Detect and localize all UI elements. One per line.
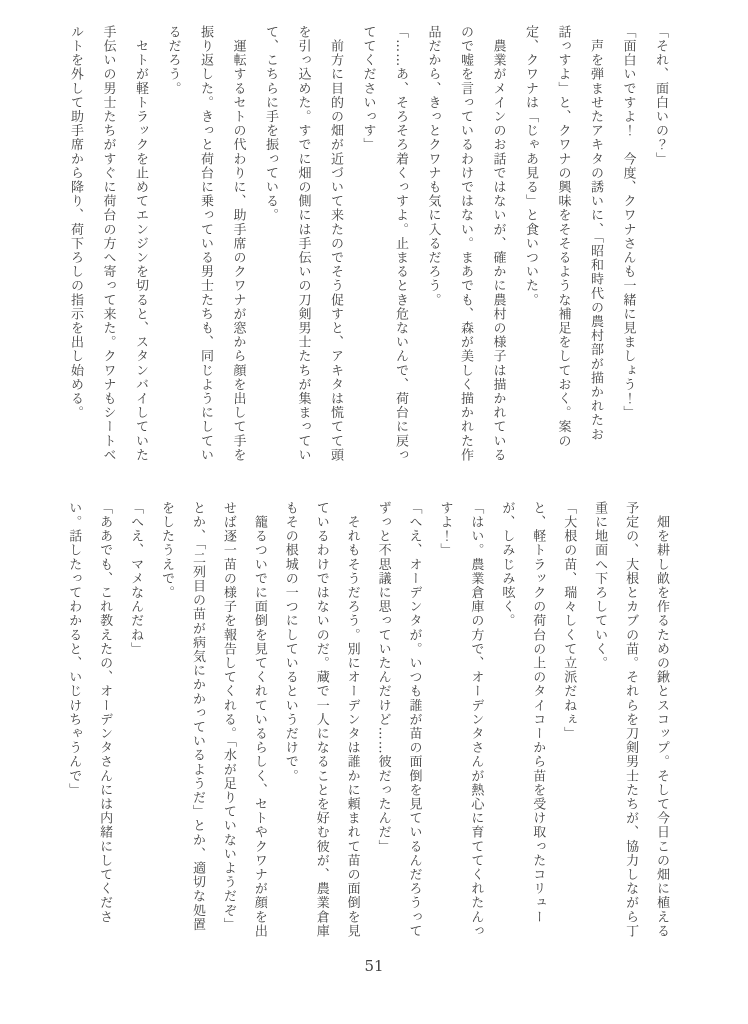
text-section-bottom xyxy=(57,501,676,943)
paragraph: 声を弾ませたアキタの誘いに、「昭和時代の農村部が描かれたお話っすよ」と、クワナの興味をそそるような補足をしておく。案の定、クワナは「じゃあ見る」と食いついた。 xyxy=(523,25,603,448)
paragraph: 運転するセトの代わりに、助手席のクワナが窓から顔を出して手を振り返した。きっと荷台に乗っている男士たちも、同じようにしているだろう。 xyxy=(165,25,246,463)
paragraph: セトが軽トラックを止めてエンジンを切ると、スタンバイしていた手伝いの男士たちがすぐに荷台の方へ寄って来た。クワナもシートベルトを外して助手席から降り、荷下ろしの指示を出し始める。 xyxy=(68,25,148,463)
paragraph: 農業がメインのお話ではないが、確かに農村の様子は描かれているので嘘を言っているわけではない。まあでも、森が美しく描かれた作品だから、きっとクワナも気に入るだろう。 xyxy=(425,25,506,463)
paragraph: 「……あ、そろそろ着くっすよ。止まるとき危ないんで、荷台に戻っててくださいっす」 xyxy=(360,25,408,463)
paragraph: 畑を耕し畝を作るための鍬とスコップ。そして今日この畑に植える予定の、大根とカブの苗。それらを刀剣男士たちが、協力しながら丁重に地面へ下ろしていく。 xyxy=(592,501,669,939)
paragraph: 「大根の苗、瑞々しくて立派だねぇ」 xyxy=(561,501,577,741)
paragraph: 「面白いですよ！ 今度、クワナさんも一緒に見ましょう！」 xyxy=(620,25,636,420)
paragraph: 「はい。農業倉庫の方で、オーデンタさんが熱心に育ててくれたんっすよ！」 xyxy=(437,501,484,939)
paragraph: 前方に目的の畑が近づいて来たのでそう促すと、アキタは慌てて頭を引っ込めた。すでに畑の側には手伝いの刀剣男士たちが集まっていて、こちらに手を振っている。 xyxy=(263,25,343,463)
paragraph: と、軽トラックの荷台の上のタイコーから苗を受け取ったコリューが、しみじみ呟く。 xyxy=(499,501,546,924)
paragraph: それもそうだろう。別にオーデンタは誰かに頼まれて苗の面倒を見ているわけではないのだ。蔵で一人になることを好む彼が、農業倉庫もその根城の一つにしているというだけで。 xyxy=(282,501,360,939)
text-section-top xyxy=(59,25,677,467)
paragraph: 「それ、面白いの？」 xyxy=(653,25,668,166)
paragraph: 「へえ、マメなんだね」 xyxy=(128,501,144,657)
page-number: 51 xyxy=(364,957,384,975)
paragraph: 籠るついでに面倒を見てくれているらしく、セトやクワナが顔を出せば逐一苗の様子を報告してくれる。「水が足りていないようだぞ」とか、「二列目の苗が病気にかかっているようだ」とか、適切な処置をしたうえで。 xyxy=(159,501,267,939)
paragraph: 「ああでも、これ教えたの、オーデンタさんには内緒にしてください。話したってわかると、いじけちゃうんで」 xyxy=(66,501,113,924)
paragraph: 「へえ、オーデンタが。いつも誰が苗の面倒を見ているんだろうってずっと不思議に思っていたんだけど……彼だったんだ」 xyxy=(375,501,422,939)
